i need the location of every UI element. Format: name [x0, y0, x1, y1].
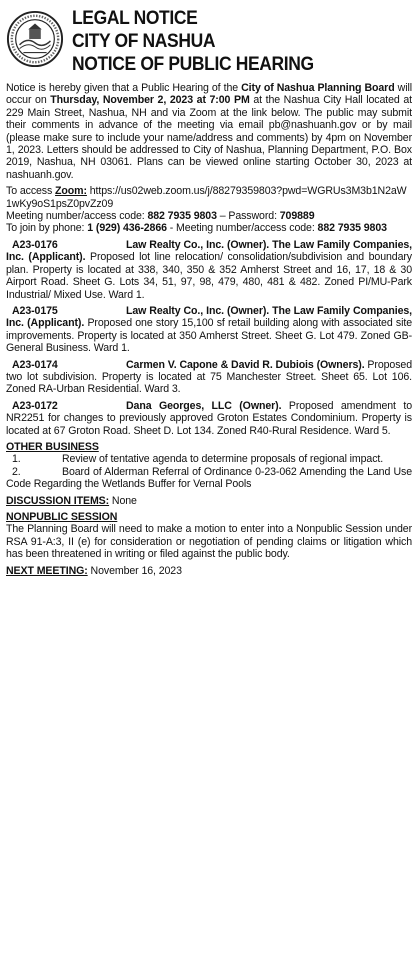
other-business-heading: OTHER BUSINESS [6, 440, 99, 453]
agenda-item [6, 400, 412, 437]
notice-titles [72, 6, 335, 76]
phone-prefix: To join by phone: [6, 222, 88, 235]
agenda-item-id: A23-0174 [12, 358, 58, 371]
notice-title-city: CITY OF NASHUA [72, 31, 216, 52]
other-business-text: Review of tentative agenda to determine proposals of regional impact. [62, 453, 384, 466]
notice-title-legal: LEGAL NOTICE [72, 8, 198, 29]
agenda-item-id: A23-0176 [12, 238, 58, 251]
agenda-item-description: Proposed amendment to NR2251 for changes to previously approved Groton Estates Condominium. Property is located at 67 Groton Road. Sheet D. Lot 134. Zoned R40-Rural Residence. Ward 5. [6, 399, 412, 437]
other-business-text: Board of Alderman Referral of Ordinance 0-23-062 Amending the Land Use Code Regarding the Wetlands Buffer for Vernal Pools [6, 465, 412, 491]
discussion-value: None [109, 494, 137, 507]
next-meeting-date: November 16, 2023 [87, 564, 182, 577]
meeting-code-prefix: Meeting number/access code: [6, 210, 148, 223]
password-prefix: – Password: [216, 210, 280, 223]
nonpublic-section [6, 511, 412, 561]
intro-text-3: at the Nashua City Hall located at 229 Main Street, Nashua, NH and via Zoom at the link below. The public may submit their comments in advance of the meeting via email pb@nashuanh.gov or by mail (please make sure to include your name/address and comments) by 4pm on November 1, 2023. Letters should be addressed to City of Nashua, Planning Department, P.O. Box 2019, Nashua, NH 03061. Plans can be viewed online starting October 30, 2023 at nashuanh.gov. [6, 94, 412, 181]
nonpublic-text: The Planning Board will need to make a motion to enter into a Nonpublic Session under RSA 91-A:3, II (e) for consideration or negotiation of pending claims or litigation which has been threatened in writing or filed against the public body. [6, 523, 412, 561]
city-seal-icon [6, 10, 64, 68]
agenda-item-description: Proposed one story 15,100 sf retail building along with associated site improvements. Property is located at 350 Amherst Street. Sheet G. Lot 479. Zoned GB-General Business. Ward 1. [6, 317, 412, 355]
zoom-line [6, 185, 412, 210]
zoom-link[interactable]: https://us02web.zoom.us/j/88279359803?pwd=WGRUs3M3b1N2aW1wKy9oS1psZ0pvZz09 [6, 185, 407, 210]
intro-hearing-date: Thursday, November 2, 2023 at 7:00 PM [50, 94, 250, 107]
agenda-item-id: A23-0175 [12, 304, 58, 317]
phone-code-prefix: - Meeting number/access code: [166, 222, 318, 235]
agenda-item [6, 239, 412, 301]
phone-meeting-code: 882 7935 9803 [317, 222, 387, 235]
agenda-item-description: Proposed lot line relocation/ consolidation/subdivision and boundary plan. Property is located at 338, 340, 350 & 352 Amherst Street and 16, 17, 18 & 30 Airport Road. Sheet G. Lots 34, 51, 97, 98, 479, 480, 481 & 482. Zoned PI/MU-Park Industrial/ Mixed Use. Ward 1. [6, 251, 412, 301]
meeting-code-line [6, 210, 412, 222]
intro-text-1: Notice is hereby given that a Public Hearing of the [6, 82, 242, 94]
nonpublic-heading: NONPUBLIC SESSION [6, 511, 118, 523]
other-business-row [6, 466, 412, 491]
next-meeting-heading: NEXT MEETING: [6, 564, 88, 577]
other-business-section [6, 441, 412, 491]
phone-line [6, 222, 412, 234]
agenda-item-owner: Dana Georges, LLC (Owner). [126, 399, 282, 412]
phone-number: 1 (929) 436-2866 [87, 222, 167, 235]
other-business-number: 1. [12, 453, 21, 466]
next-meeting-section [6, 565, 412, 577]
zoom-prefix: To access [6, 185, 56, 198]
agenda-item-description: Proposed two lot subdivision. Property is located at 75 Manchester Street. Sheet 65. Lot 106. Zoned RA-Urban Residential. Ward 3. [6, 358, 412, 396]
password-value: 709889 [279, 210, 315, 223]
other-business-number: 2. [12, 465, 21, 478]
discussion-heading: DISCUSSION ITEMS: [6, 494, 110, 507]
agenda-item-owner: Law Realty Co., Inc. (Owner). The Law Family Companies, Inc. (Applicant). [6, 304, 412, 330]
notice-header [6, 6, 412, 82]
zoom-label: Zoom: [55, 185, 87, 198]
agenda-item [6, 305, 412, 355]
discussion-section [6, 495, 412, 507]
notice-title-hearing: NOTICE OF PUBLIC HEARING [72, 54, 314, 75]
intro-paragraph [6, 82, 412, 181]
meeting-code: 882 7935 9803 [147, 210, 217, 223]
other-business-row [6, 453, 412, 465]
intro-board-name: City of Nashua Planning Board [241, 82, 395, 94]
agenda-item-id: A23-0172 [12, 399, 58, 412]
zoom-access-block [6, 185, 412, 235]
agenda-item-owner: Carmen V. Capone & David R. Dubiois (Owners). [126, 358, 365, 371]
agenda-item-owner: Law Realty Co., Inc. (Owner). The Law Family Companies, Inc. (Applicant). [6, 238, 412, 264]
agenda-item [6, 359, 412, 396]
intro-text-2: will occur on [6, 82, 412, 107]
